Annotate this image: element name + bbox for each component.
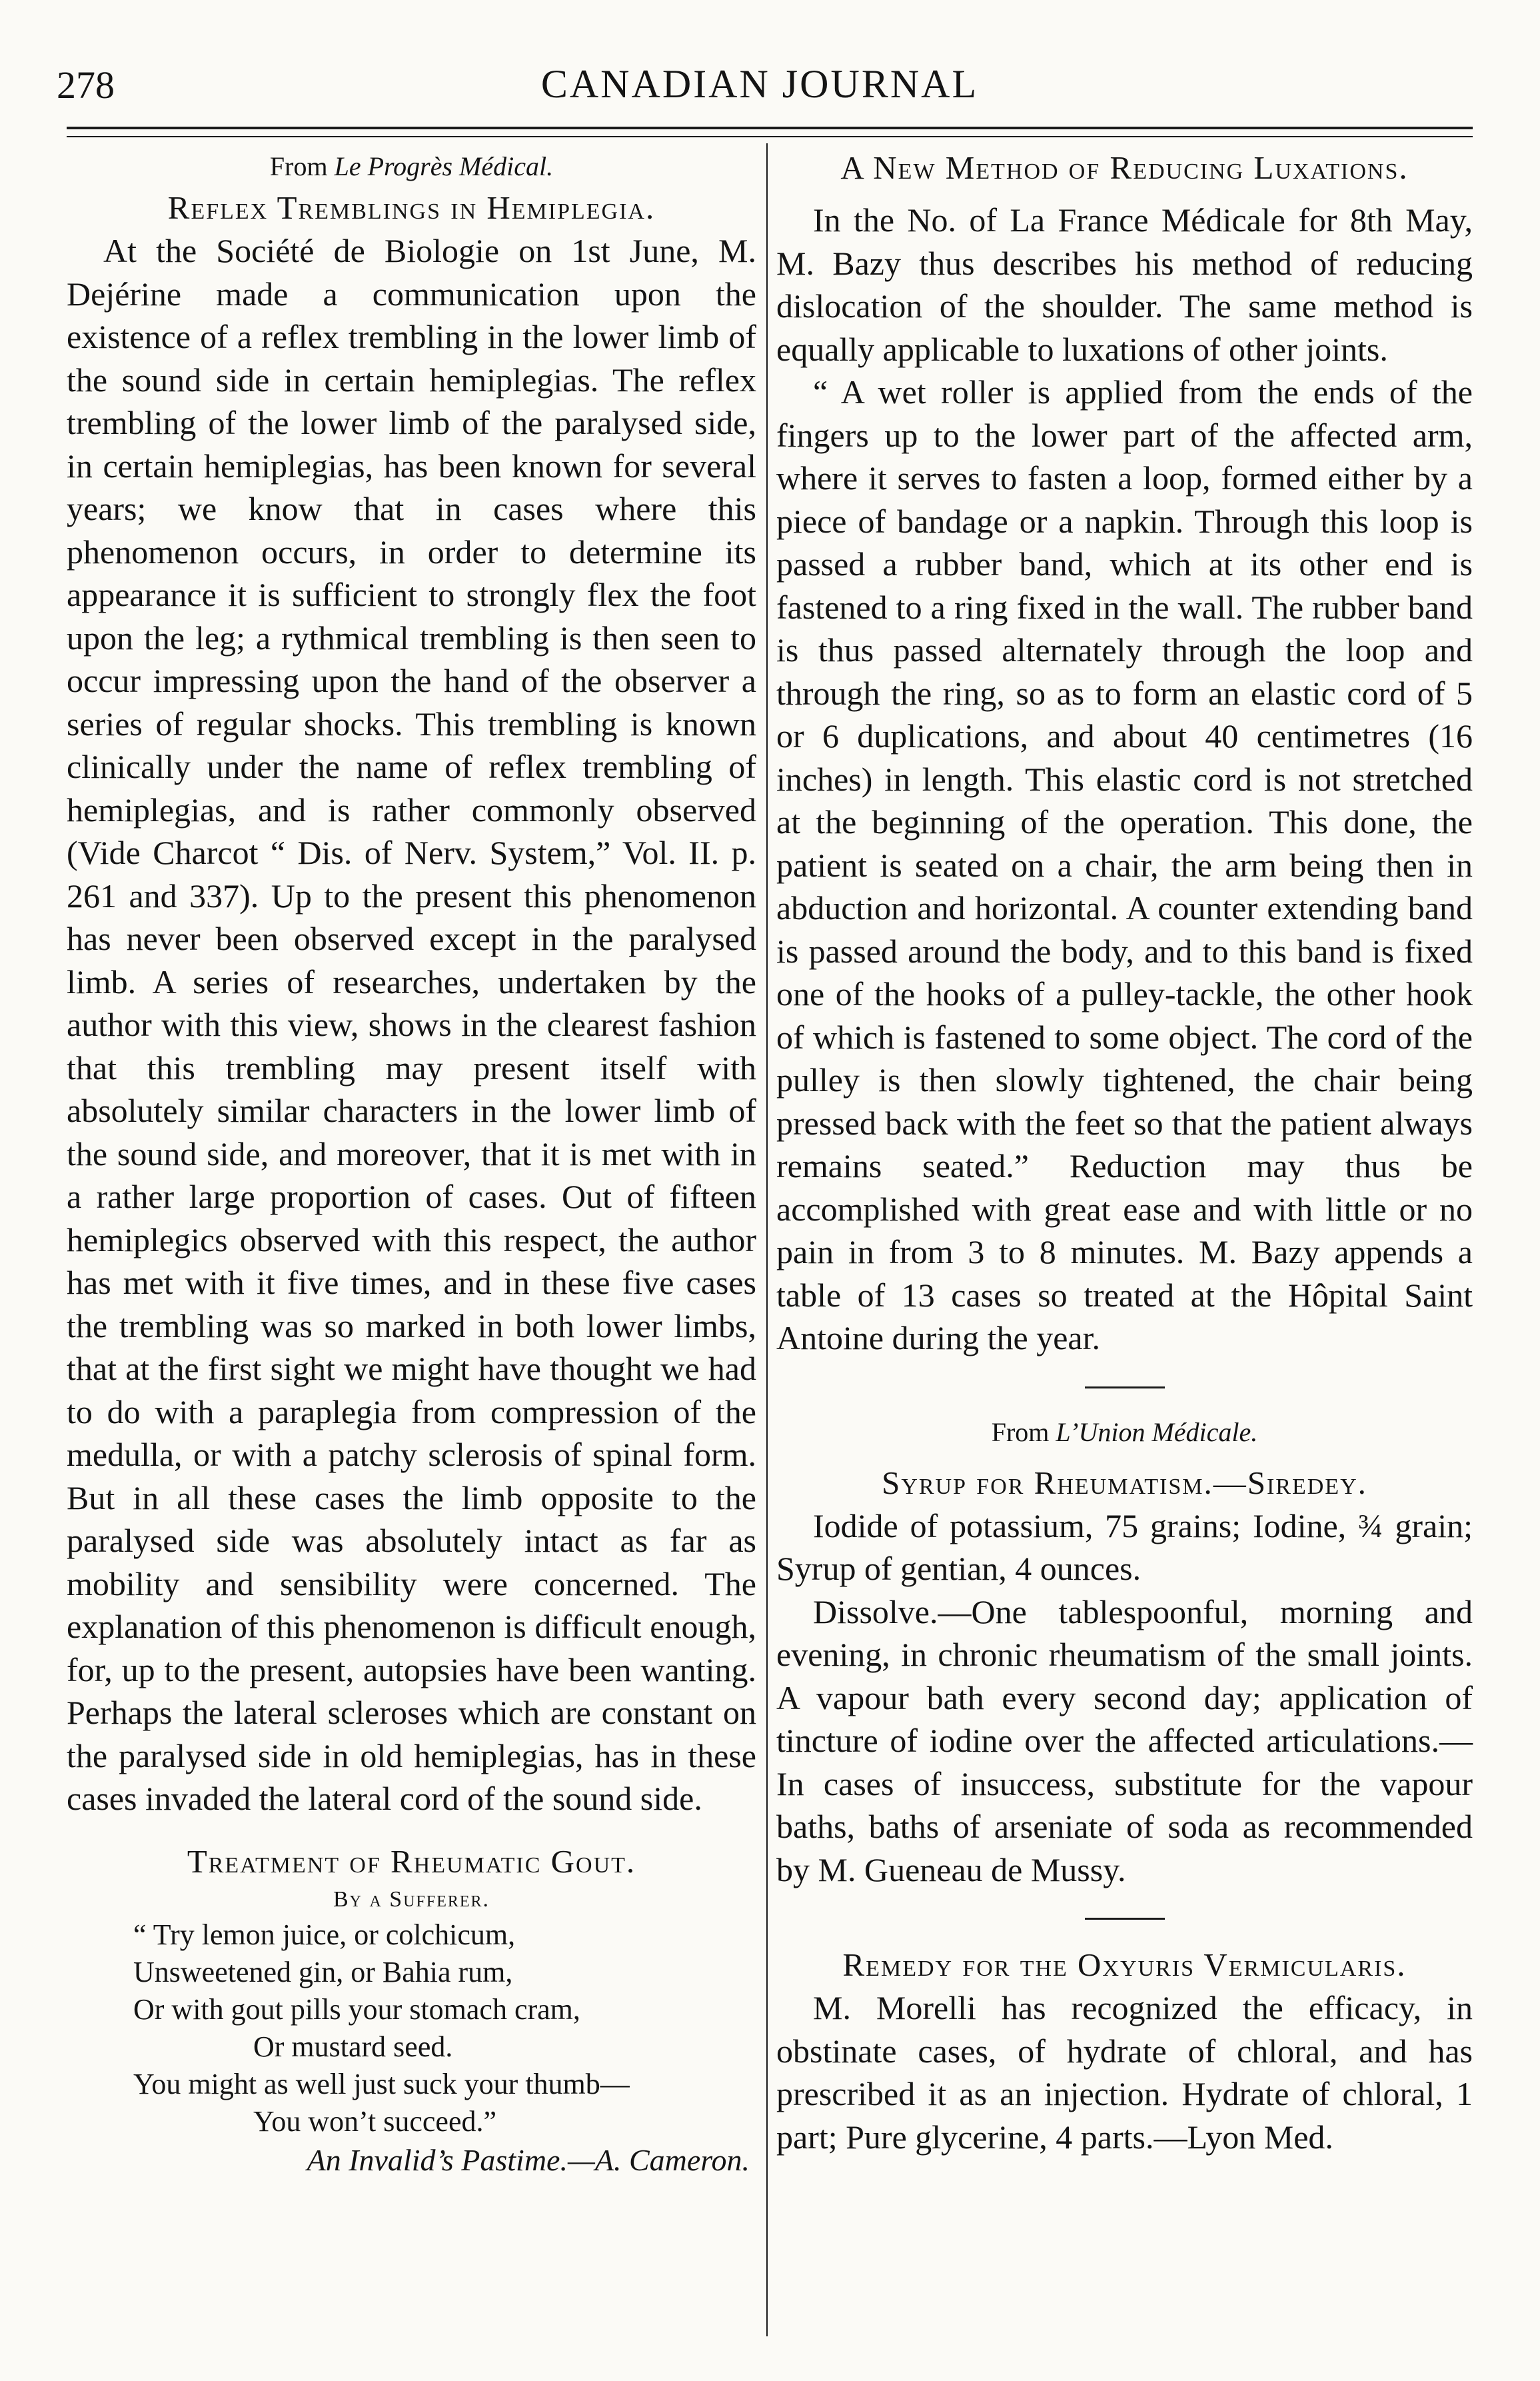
page-number: 278 <box>57 63 115 107</box>
poem <box>67 1916 756 2140</box>
poem-line: You won’t succeed.” <box>253 2104 496 2138</box>
source-prefix: From <box>269 151 335 181</box>
column-divider <box>766 143 768 2336</box>
article-paragraph: “ A wet roller is applied from the ends of the fingers up to the lower part of the affected arm, where it serves to fasten a loop, formed either by a piece of bandage or a napkin. Through this loop is passed a rubber band, which at its other end is fastened to a ring fixed in the wall. The rubber band is thus passed alternately through the loop and through the ring, so as to form an elastic cord of 5 or 6 duplications, and about 40 centimetres (16 inches) in length. This elastic cord is not stretched at the beginning of the operation. This done, the patient is seated on a chair, the arm being then in abduction and horizontal. A counter extending band is passed around the body, and to this band is fixed one of the hooks of a pulley-tackle, the other hook of which is fastened to some object. The cord of the pulley is then slowly tightened, the chair being pressed back with the feet so that the patient always remains seated.” Reduction may thus be accomplished with great ease and with little or no pain in from 3 to 8 minutes. M. Bazy appends a table of 13 cases so treated at the Hôpital Saint Antoine during the year. <box>776 373 1473 1356</box>
right-column <box>776 147 1473 2158</box>
left-column <box>67 147 756 2180</box>
source-line <box>776 1412 1473 1452</box>
poem-line: “ Try lemon juice, or colchicum, <box>133 1918 516 1951</box>
article-title-luxations: A New Method of Reducing Luxations. <box>840 149 1409 186</box>
source-title: Le Progrès Médical. <box>334 151 554 181</box>
article-paragraph: Iodide of potassium, 75 grains; Iodine, ¾ grain; Syrup of gentian, 4 ounces. <box>776 1506 1473 1587</box>
poem-line: Or mustard seed. <box>253 2030 453 2063</box>
article-title-oxyuris: Remedy for the Oxyuris Vermicularis. <box>842 1946 1407 1983</box>
source-line <box>67 147 756 187</box>
poem-signature: An Invalid’s Pastime.—A. Cameron. <box>307 2142 750 2177</box>
article-paragraph: Dissolve.—One tablespoonful, morning and evening, in chronic rheumatism of the small joints. A vapour bath every second day; application of tincture of iodine over the affected articulations.—In cases of insuccess, substitute for the vapour baths, baths of arseniate of soda as recommended by M. Gueneau de Mussy. <box>776 1592 1473 1888</box>
article-paragraph: M. Morelli has recognized the efficacy, in obstinate cases, of hydrate of chloral, and has prescribed it as an injection. Hydrate of chloral, 1 part; Pure glycerine, 4 parts.—Lyon Med. <box>776 1989 1473 2156</box>
article-byline: By a Sufferer. <box>333 1886 490 1912</box>
article-paragraph: At the Société de Biologie on 1st June, M. Dejérine made a communication upon the existence of a reflex trembling in the lower limb of the sound side in certain hemiplegias. The reflex trembling of the lower limb of the paralysed side, in certain hemiplegias, has been known for several years; we know that in cases where this phenomenon occurs, in order to determine its appearance it is sufficient to strongly flex the foot upon the leg; a rythmical trembling is then seen to occur impressing upon the hand of the observer a series of regular shocks. This trembling is known clinically under the name of reflex trembling of hemiplegias, and is rather commonly observed (Vide Charcot “ Dis. of Nerv. System,” Vol. II. p. 261 and 337). Up to the present this phenomenon has never been observed except in the paralysed limb. A series of researches, undertaken by the author with this view, shows in the clearest fashion that this trembling may present itself with absolutely similar characters in the lower limb of the sound side, and moreover, that it is met with in a rather large proportion of cases. Out of fifteen hemiplegics observed with this respect, the author has met with it five times, and in these five cases the trembling was so marked in both lower limbs, that at the first sight we might have thought we had to do with a paraplegia from compression of the medulla, or with a patchy sclerosis of spinal form. But in all these cases the limb opposite to the paralysed side was absolutely intact as far as mobility and sensibility were concerned. The explanation of this phenomenon is difficult enough, for, up to the present, autopsies have been wanting. Perhaps the lateral scleroses which are constant on the paralysed side in old hemiplegias, has in these cases invaded the lateral cord of the sound side. <box>67 232 756 1817</box>
header-rule <box>67 127 1473 137</box>
poem-line: Or with gout pills your stomach cram, <box>133 1992 580 2026</box>
source-prefix: From <box>991 1416 1056 1447</box>
article-title-reflex-tremblings: Reflex Tremblings in Hemiplegia. <box>167 189 656 226</box>
article-title-syrup-rheumatism: Syrup for Rheumatism.—Siredey. <box>882 1464 1367 1501</box>
page-header <box>57 59 1463 112</box>
section-divider <box>1085 1386 1165 1388</box>
article-title-rheumatic-gout: Treatment of Rheumatic Gout. <box>187 1842 636 1880</box>
article-paragraph: In the No. of La France Médicale for 8th May, M. Bazy thus describes his method of reducing dislocation of the shoulder. The same method is equally applicable to luxations of other joints. <box>776 201 1473 368</box>
poem-line: Unsweetened gin, or Bahia rum, <box>133 1955 513 1988</box>
running-title: CANADIAN JOURNAL <box>540 62 979 106</box>
poem-line: You might as well just suck your thumb— <box>133 2067 630 2100</box>
section-divider <box>1085 1918 1165 1920</box>
source-title: L’Union Médicale. <box>1056 1416 1258 1447</box>
